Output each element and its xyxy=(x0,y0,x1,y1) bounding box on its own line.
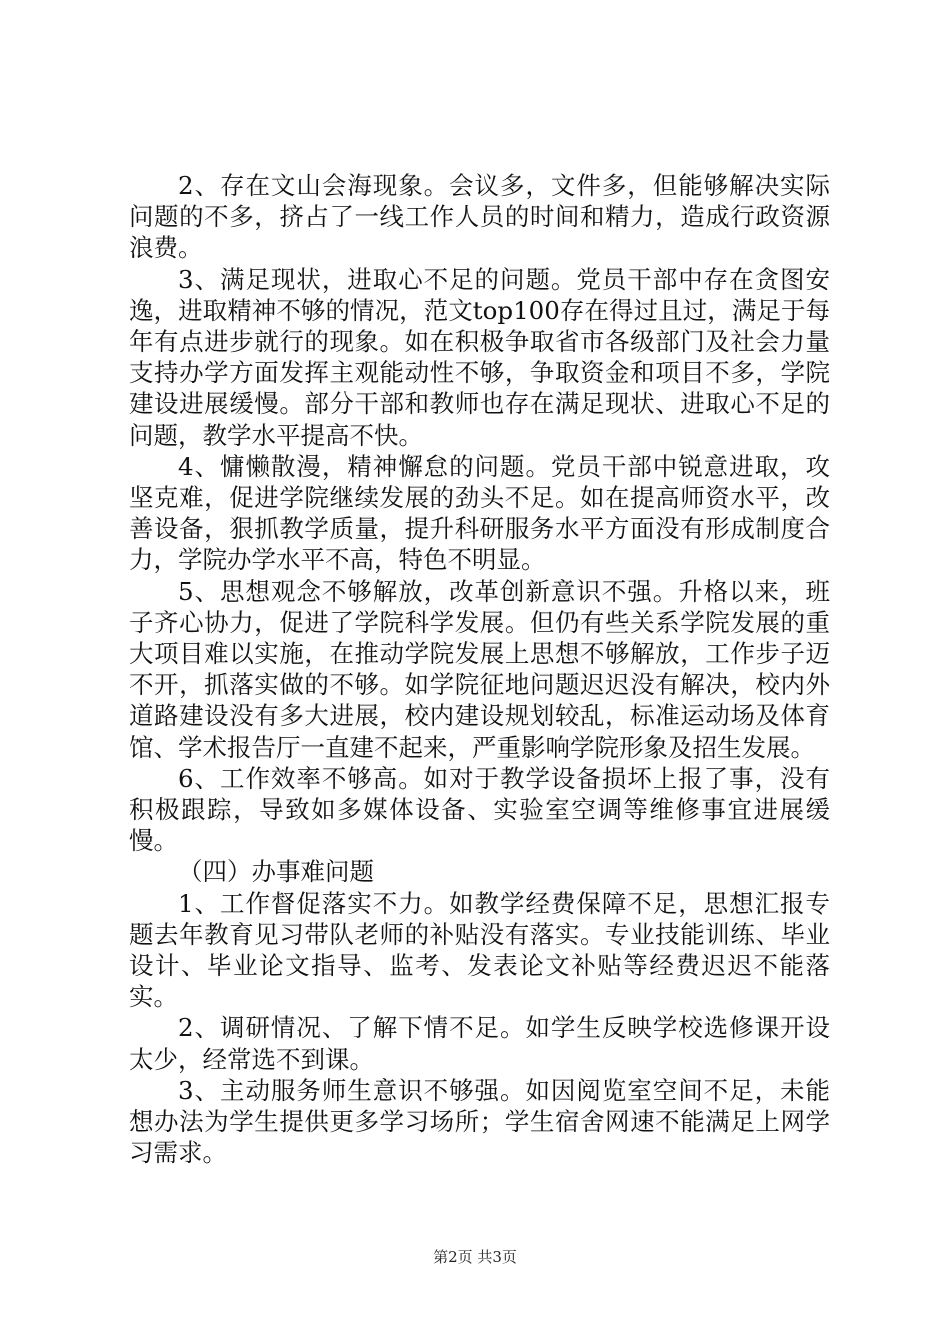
paragraph-item-2: 2、存在文山会海现象。会议多，文件多，但能够解决实际问题的不多，挤占了一线工作人员的时间和精力，造成行政资源浪费。 xyxy=(129,171,830,263)
paragraph-item-section4-3: 3、主动服务师生意识不够强。如因阅览室空间不足，未能想办法为学生提供更多学习场所；学生宿舍网速不能满足上网学习需求。 xyxy=(129,1075,830,1168)
paragraph-item-5: 5、思想观念不够解放，改革创新意识不强。升格以来，班子齐心协力，促进了学院科学发展。但仍有些关系学院发展的重大项目难以实施，在推动学院发展上思想不够解放，工作步子迈不开，抓落实做的不够。如学院征地问题迟迟没有解决，校内外道路建设没有多大进展，校内建设规划较乱，标准运动场及体育馆、学术报告厅一直建不起来，严重影响学院形象及招生发展。 xyxy=(129,576,830,762)
paragraph-item-3: 3、满足现状，进取心不足的问题。党员干部中存在贪图安逸，进取精神不够的情况，范文top100存在得过且过，满足于每年有点进步就行的现象。如在积极争取省市各级部门及社会力量支持办学方面发挥主观能动性不够，争取资金和项目不多，学院建设进展缓慢。部分干部和教师也存在满足现状、进取心不足的问题，教学水平提高不快。 xyxy=(129,264,830,450)
paragraph-item-6: 6、工作效率不够高。如对于教学设备损坏上报了事，没有积极跟踪，导致如多媒体设备、实验室空调等维修事宜进展缓慢。 xyxy=(129,763,830,856)
section-heading: （四）办事难问题 xyxy=(178,857,374,887)
paragraph-item-section4-2: 2、调研情况、了解下情不足。如学生反映学校选修课开设太少，经常选不到课。 xyxy=(129,1013,830,1074)
document-body xyxy=(129,170,830,1169)
paragraph-item-4: 4、慵懒散漫，精神懈怠的问题。党员干部中锐意进取，攻坚克难，促进学院继续发展的劲头不足。如在提高师资水平，改善设备，狠抓教学质量，提升科研服务水平方面没有形成制度合力，学院办学水平不高，特色不明显。 xyxy=(129,451,830,575)
page-footer: 第2页 共3页 xyxy=(433,1248,517,1266)
paragraph-item-section4-1: 1、工作督促落实不力。如教学经费保障不足，思想汇报专题去年教育见习带队老师的补贴没有落实。专业技能训练、毕业设计、毕业论文指导、监考、发表论文补贴等经费迟迟不能落实。 xyxy=(129,888,830,1012)
